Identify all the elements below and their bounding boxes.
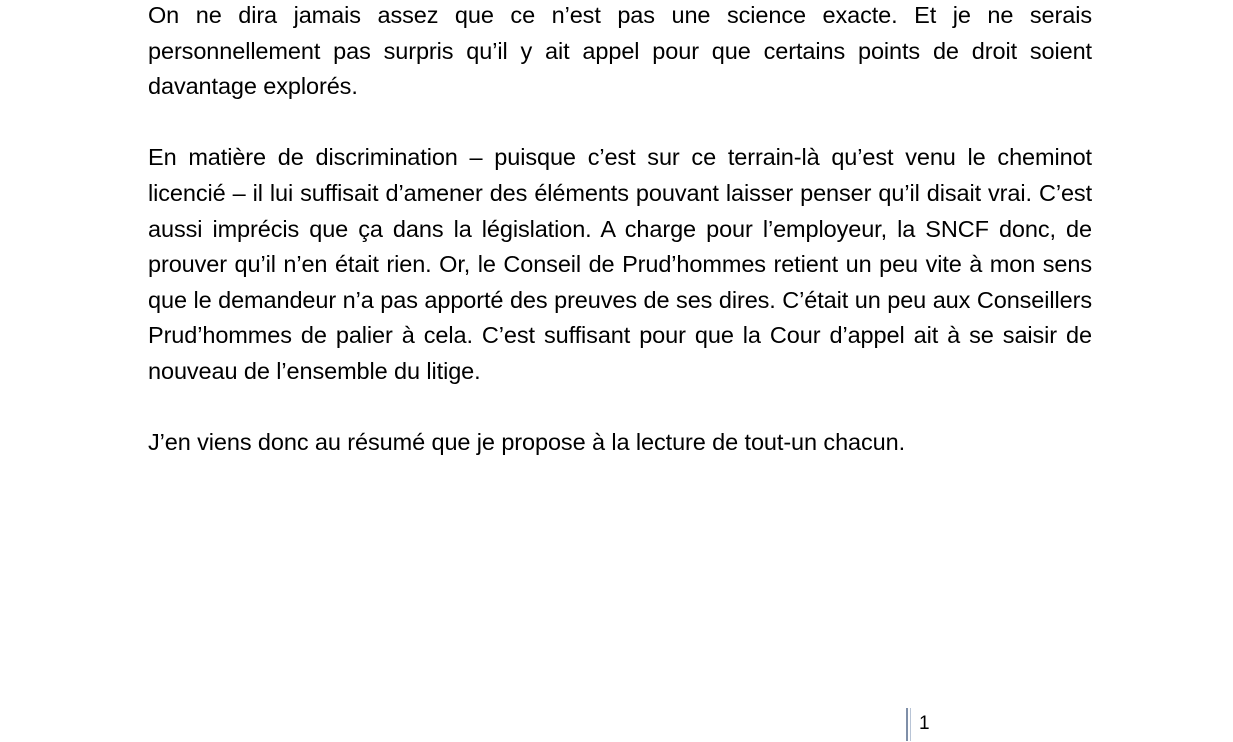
paragraph-2: En matière de discrimination – puisque c’est sur ce terrain-là qu’est venu le cheminot licencié – il lui suffisait d’amener des éléments pouvant laisser penser qu’il disait vrai. C’est aussi imprécis que ça dans la législation. A charge pour l’employeur, la SNCF donc, de prouver qu’il n’en était rien. Or, le Conseil de Prud’hommes retient un peu vite à mon sens que le demandeur n’a pas apporté des preuves de ses dires. C’était un peu aux Conseillers Prud’hommes de palier à cela. C’est suffisant pour que la Cour d’appel ait à se saisir de nouveau de l’ensemble du litige. [148,144,1092,384]
paragraph-1: On ne dira jamais assez que ce n’est pas une science exacte. Et je ne serais personnellement pas surpris qu’il y ait appel pour que certains points de droit soient davantage explorés. [148,2,1092,100]
footer-divider [906,708,911,741]
document-body [148,0,1092,461]
paragraph-3: J’en viens donc au résumé que je propose à la lecture de tout-un chacun. [148,429,906,456]
page-number: 1 [919,713,930,734]
page-footer [906,706,930,742]
